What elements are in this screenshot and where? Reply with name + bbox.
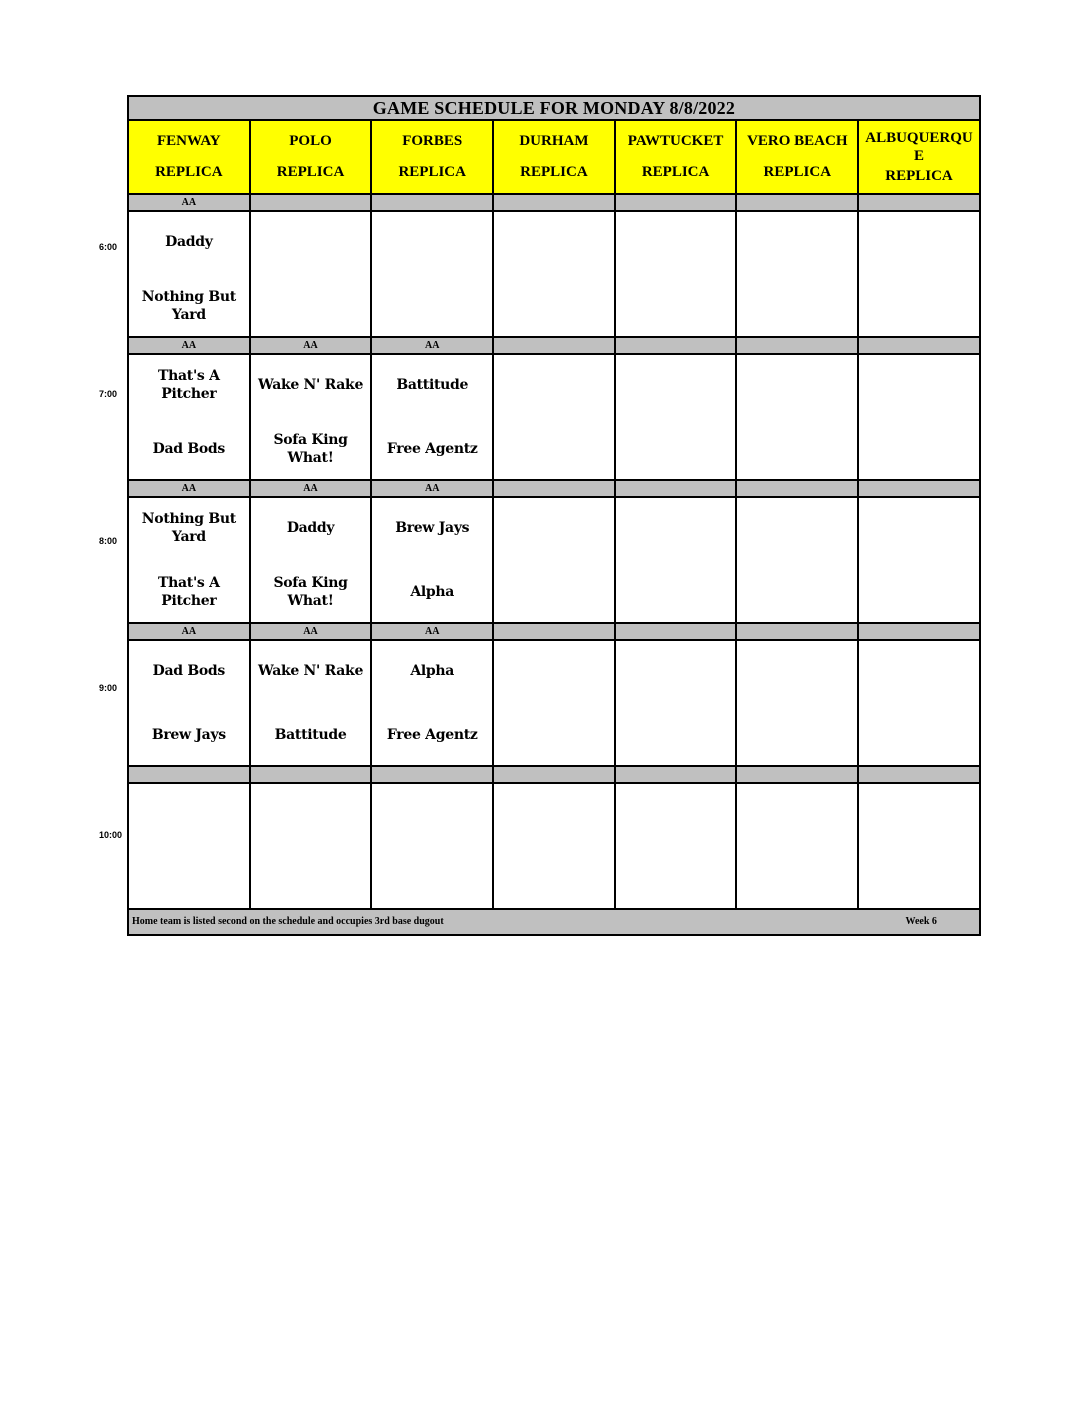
game-cell [736, 640, 858, 766]
game-cell [615, 783, 737, 909]
field-header [858, 120, 980, 194]
matchup [251, 355, 371, 479]
home-team: Nothing But Yard [141, 288, 236, 323]
footer-row [128, 909, 980, 935]
game-cell [250, 354, 372, 480]
away-team [739, 218, 855, 266]
away-team [739, 361, 855, 409]
division-label [858, 337, 980, 354]
game-cell [858, 211, 980, 337]
home-team [739, 282, 855, 330]
field-header [736, 120, 858, 194]
home-team [861, 854, 977, 902]
division-label [615, 623, 737, 640]
home-team [496, 425, 612, 473]
division-label [493, 766, 615, 783]
home-team [861, 425, 977, 473]
footer-note: Home team is listed second on the schedule and occupies 3rd base dugout [132, 916, 444, 927]
away-team [861, 218, 977, 266]
field-header [250, 120, 372, 194]
field-name: PAWTUCKET [627, 133, 724, 150]
division-label: AA [371, 623, 493, 640]
game-cell [615, 211, 737, 337]
matchup [616, 784, 736, 908]
game-cell [615, 640, 737, 766]
game-cell [736, 497, 858, 623]
home-team [496, 854, 612, 902]
away-team [739, 504, 855, 552]
game-cell [371, 640, 493, 766]
game-row [128, 354, 980, 480]
home-team [861, 711, 977, 759]
game-cell [736, 783, 858, 909]
home-team [374, 854, 490, 902]
game-cell [128, 354, 250, 480]
game-cell [371, 497, 493, 623]
game-cell [250, 640, 372, 766]
home-team [496, 568, 612, 616]
home-team [739, 854, 855, 902]
matchup [129, 212, 249, 336]
away-team [618, 361, 734, 409]
home-team [861, 568, 977, 616]
matchup [372, 641, 492, 765]
home-team: Sofa King What! [273, 431, 348, 466]
field-name: POLO [289, 133, 332, 150]
matchup [616, 641, 736, 765]
title-row [128, 96, 980, 120]
away-team [861, 790, 977, 838]
home-team: Free Agentz [386, 440, 478, 457]
home-team [131, 854, 247, 902]
home-team: Sofa King What! [273, 574, 348, 609]
time-label: 6:00 [99, 242, 118, 252]
matchup [372, 498, 492, 622]
field-header [128, 120, 250, 194]
division-label [250, 766, 372, 783]
division-label: AA [371, 480, 493, 497]
home-team [253, 282, 369, 330]
away-team: Brew Jays [395, 519, 470, 536]
home-team [618, 711, 734, 759]
game-cell [493, 354, 615, 480]
division-label [858, 480, 980, 497]
away-team [496, 218, 612, 266]
game-cell [493, 497, 615, 623]
away-team [739, 790, 855, 838]
matchup [859, 784, 979, 908]
division-label: AA [128, 194, 250, 211]
matchup [372, 355, 492, 479]
field-sub: REPLICA [155, 164, 223, 180]
game-cell [615, 497, 737, 623]
game-cell [250, 497, 372, 623]
matchup [737, 784, 857, 908]
matchup [494, 212, 614, 336]
field-sub: REPLICA [276, 164, 345, 180]
division-label [736, 623, 858, 640]
division-label [615, 766, 737, 783]
away-team: That's A Pitcher [158, 367, 220, 402]
division-label [858, 623, 980, 640]
matchup [494, 641, 614, 765]
division-row [128, 623, 980, 640]
footer [128, 909, 980, 935]
away-team [618, 504, 734, 552]
home-team [739, 425, 855, 473]
away-team [618, 647, 734, 695]
division-label: AA [250, 480, 372, 497]
matchup [129, 498, 249, 622]
matchup [494, 355, 614, 479]
field-sub: REPLICA [885, 167, 953, 184]
division-label [250, 194, 372, 211]
matchup [737, 212, 857, 336]
schedule-table [127, 95, 981, 936]
game-cell [493, 783, 615, 909]
matchup [737, 641, 857, 765]
away-team [253, 218, 369, 266]
division-label [493, 480, 615, 497]
home-team [374, 282, 490, 330]
division-label [736, 766, 858, 783]
away-team [861, 361, 977, 409]
game-cell [736, 354, 858, 480]
away-team [496, 361, 612, 409]
matchup [129, 641, 249, 765]
away-team [131, 790, 247, 838]
division-label [493, 194, 615, 211]
matchup [616, 212, 736, 336]
division-label [615, 194, 737, 211]
matchup [251, 498, 371, 622]
division-label [493, 337, 615, 354]
game-cell [858, 640, 980, 766]
away-team: Battitude [396, 376, 469, 393]
matchup [859, 641, 979, 765]
home-team: That's A Pitcher [158, 574, 220, 609]
matchup [737, 498, 857, 622]
away-team: Nothing But Yard [141, 510, 236, 545]
game-row [128, 497, 980, 623]
field-header-row [128, 120, 980, 194]
field-sub: REPLICA [398, 164, 466, 180]
home-team: Dad Bods [152, 440, 225, 457]
matchup [129, 355, 249, 479]
home-team [861, 282, 977, 330]
division-label [371, 766, 493, 783]
away-team [739, 647, 855, 695]
matchup [616, 498, 736, 622]
division-label [736, 480, 858, 497]
away-team [618, 790, 734, 838]
field-header [493, 120, 615, 194]
home-team [618, 425, 734, 473]
time-label: 10:00 [99, 830, 123, 840]
game-cell [250, 783, 372, 909]
home-team [618, 282, 734, 330]
home-team [253, 854, 369, 902]
game-cell [371, 354, 493, 480]
field-sub: REPLICA [641, 164, 710, 180]
game-cell [858, 783, 980, 909]
division-label [736, 337, 858, 354]
matchup [372, 212, 492, 336]
game-cell [371, 783, 493, 909]
matchup [372, 784, 492, 908]
matchup [251, 641, 371, 765]
game-cell [858, 497, 980, 623]
game-cell [128, 783, 250, 909]
away-team: Wake N' Rake [258, 376, 364, 393]
division-row [128, 337, 980, 354]
away-team [496, 504, 612, 552]
away-team [496, 647, 612, 695]
division-row [128, 766, 980, 783]
division-label: AA [128, 623, 250, 640]
home-team [618, 568, 734, 616]
division-label [858, 194, 980, 211]
game-row [128, 640, 980, 766]
game-cell [128, 640, 250, 766]
home-team: Brew Jays [151, 726, 226, 743]
field-name: DURHAM [519, 133, 589, 150]
division-label [615, 480, 737, 497]
away-team [861, 504, 977, 552]
away-team [496, 790, 612, 838]
away-team: Daddy [286, 519, 335, 536]
home-team [739, 568, 855, 616]
time-label: 8:00 [99, 536, 118, 546]
field-header [371, 120, 493, 194]
division-label [858, 766, 980, 783]
home-team: Alpha [410, 583, 455, 600]
matchup [859, 355, 979, 479]
away-team: Wake N' Rake [258, 662, 364, 679]
division-label: AA [128, 337, 250, 354]
home-team [496, 282, 612, 330]
week-label: Week 6 [905, 916, 937, 927]
game-cell [858, 354, 980, 480]
matchup [859, 212, 979, 336]
game-cell [128, 211, 250, 337]
time-label: 9:00 [99, 683, 118, 693]
division-row [128, 194, 980, 211]
matchup [859, 498, 979, 622]
matchup [251, 212, 371, 336]
matchup [251, 784, 371, 908]
time-label: 7:00 [99, 389, 118, 399]
away-team: Daddy [165, 233, 213, 250]
division-label [493, 623, 615, 640]
division-label: AA [371, 337, 493, 354]
division-label: AA [250, 337, 372, 354]
field-name: FORBES [402, 133, 463, 150]
matchup [129, 784, 249, 908]
game-cell [371, 211, 493, 337]
matchup [737, 355, 857, 479]
game-cell [250, 211, 372, 337]
away-team [618, 218, 734, 266]
matchup [494, 498, 614, 622]
field-sub: REPLICA [763, 164, 832, 180]
away-team: Alpha [410, 662, 455, 679]
field-name: FENWAY [157, 133, 221, 150]
home-team [496, 711, 612, 759]
game-row [128, 783, 980, 909]
field-sub: REPLICA [520, 164, 588, 180]
field-name: VERO BEACH [747, 133, 848, 150]
game-cell [615, 354, 737, 480]
game-cell [493, 640, 615, 766]
game-cell [493, 211, 615, 337]
division-label [371, 194, 493, 211]
matchup [616, 355, 736, 479]
home-team [739, 711, 855, 759]
field-name: ALBUQUERQUE [865, 129, 973, 164]
division-label [128, 766, 250, 783]
away-team [253, 790, 369, 838]
division-row [128, 480, 980, 497]
division-label: AA [128, 480, 250, 497]
matchup [494, 784, 614, 908]
division-label [615, 337, 737, 354]
schedule-body [128, 96, 980, 935]
away-team [861, 647, 977, 695]
away-team: Dad Bods [152, 662, 225, 679]
home-team: Free Agentz [386, 726, 478, 743]
home-team [618, 854, 734, 902]
division-label: AA [250, 623, 372, 640]
game-cell [128, 497, 250, 623]
field-header [615, 120, 737, 194]
away-team [374, 218, 490, 266]
home-team: Battitude [274, 726, 347, 743]
away-team [374, 790, 490, 838]
division-label [736, 194, 858, 211]
game-row [128, 211, 980, 337]
game-cell [736, 211, 858, 337]
page-title: GAME SCHEDULE FOR MONDAY 8/8/2022 [128, 96, 980, 120]
